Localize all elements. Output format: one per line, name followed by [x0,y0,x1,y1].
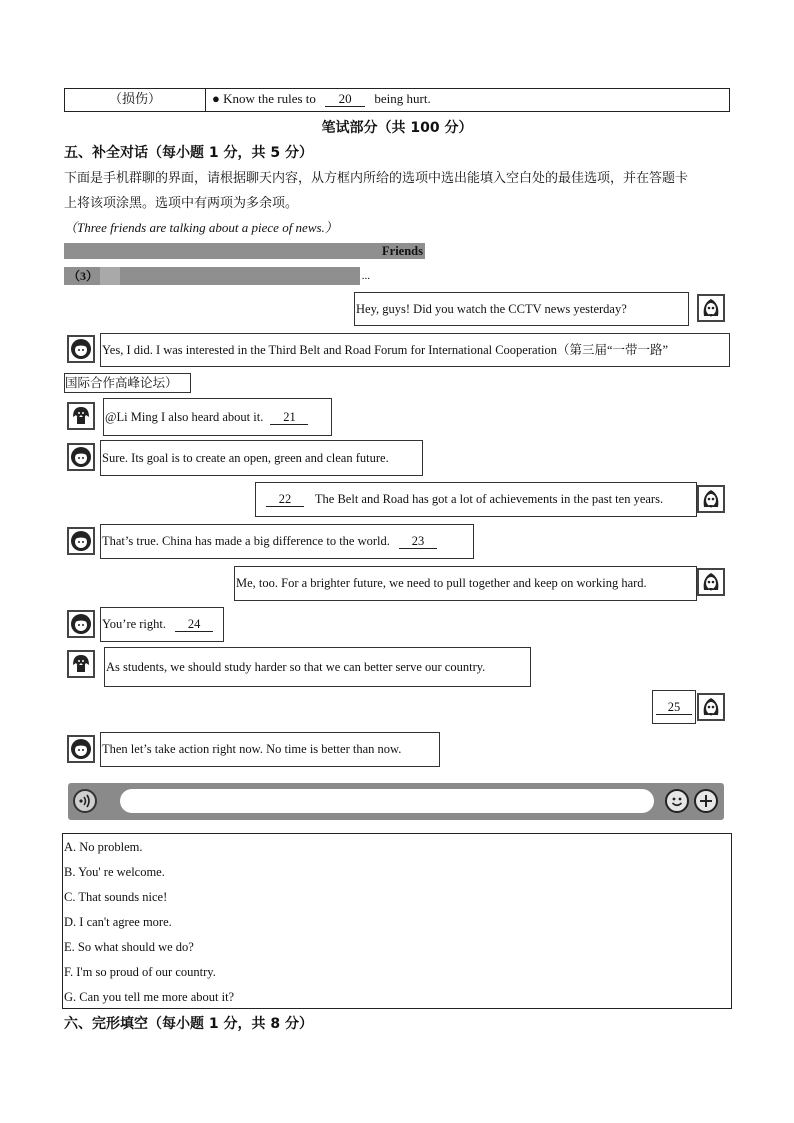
avatar-icon [67,443,95,471]
dialogue-context: （Three friends are talking about a piece of news.） [64,220,338,235]
blank-24: 24 [175,617,213,632]
message-7: Me, too. For a brighter future, we need to pull together and keep on working hard. [234,566,697,601]
avatar-icon [67,735,95,763]
table-right-prefix: ● Know the rules to [212,91,316,106]
message-input[interactable] [120,789,654,813]
chat-input-bar [68,783,724,820]
blank-23: 23 [399,534,437,549]
member-count: （3） [68,269,99,283]
written-part-header: 笔试部分（共 100 分） [321,120,473,136]
avatar-icon [697,568,725,596]
avatar-icon [67,527,95,555]
message-1: Hey, guys! Did you watch the CCTV news yesterday? [354,292,689,326]
section5-instruction-1: 下面是手机群聊的界面，请根据聊天内容，从方框内所给的选项中选出能填入空白处的最佳选项，并在答题卡 [64,171,689,186]
avatar-icon [67,402,95,430]
chat-members-bar [64,267,372,285]
voice-icon[interactable] [73,789,97,813]
section6-title: 六、完形填空（每小题 1 分，共 8 分） [64,1016,313,1032]
option-f: F. I'm so proud of our country. [64,965,216,979]
chat-title-bar [64,243,425,259]
avatar-icon [67,610,95,638]
blank-21: 21 [270,410,308,425]
message-10 [652,690,696,724]
avatar-icon [697,693,725,721]
message-8: You’re right. 24 [100,607,224,642]
message-4: Sure. Its goal is to create an open, green and clean future. [100,440,423,476]
blank-20: 20 [325,92,365,107]
message-5: 22 The Belt and Road has got a lot of achievements in the past ten years. [255,482,697,517]
option-b: B. You' re welcome. [64,865,165,879]
avatar-icon [697,294,725,322]
blank-22: 22 [266,492,304,507]
avatar-icon [697,485,725,513]
message-3: @Li Ming I also heard about it. 21 [103,398,332,436]
message-11: Then let’s take action right now. No time is better than now. [100,732,440,767]
table-right-suffix: being hurt. [374,91,431,106]
emoji-icon[interactable] [665,789,689,813]
message-2-continued: 国际合作高峰论坛） [64,373,191,393]
section5-instruction-2: 上将该项涂黑。选项中有两项为多余项。 [64,196,299,211]
section5-title: 五、补全对话（每小题 1 分，共 5 分） [64,145,313,161]
chat-ellipsis: ... [360,267,372,285]
chat-title: Friends [382,244,423,258]
table-right-cell [205,88,730,112]
add-icon[interactable] [694,789,718,813]
option-g: G. Can you tell me more about it? [64,990,235,1004]
table-left-cell [64,88,206,112]
avatar-icon [67,650,95,678]
message-9: As students, we should study harder so that we can better serve our country. [104,647,531,687]
option-e: E. So what should we do? [64,940,194,954]
blank-25: 25 [656,700,692,715]
message-2: Yes, I did. I was interested in the Third Belt and Road Forum for International Cooperation（第三届“一带一路” [100,333,730,367]
option-a: A. No problem. [64,840,143,854]
message-6: That’s true. China has made a big difference to the world. 23 [100,524,474,559]
option-d: D. I can't agree more. [64,915,172,929]
option-c: C. That sounds nice! [64,890,168,904]
avatar-icon [67,335,95,363]
table-left-text: （损伤） [108,91,161,106]
